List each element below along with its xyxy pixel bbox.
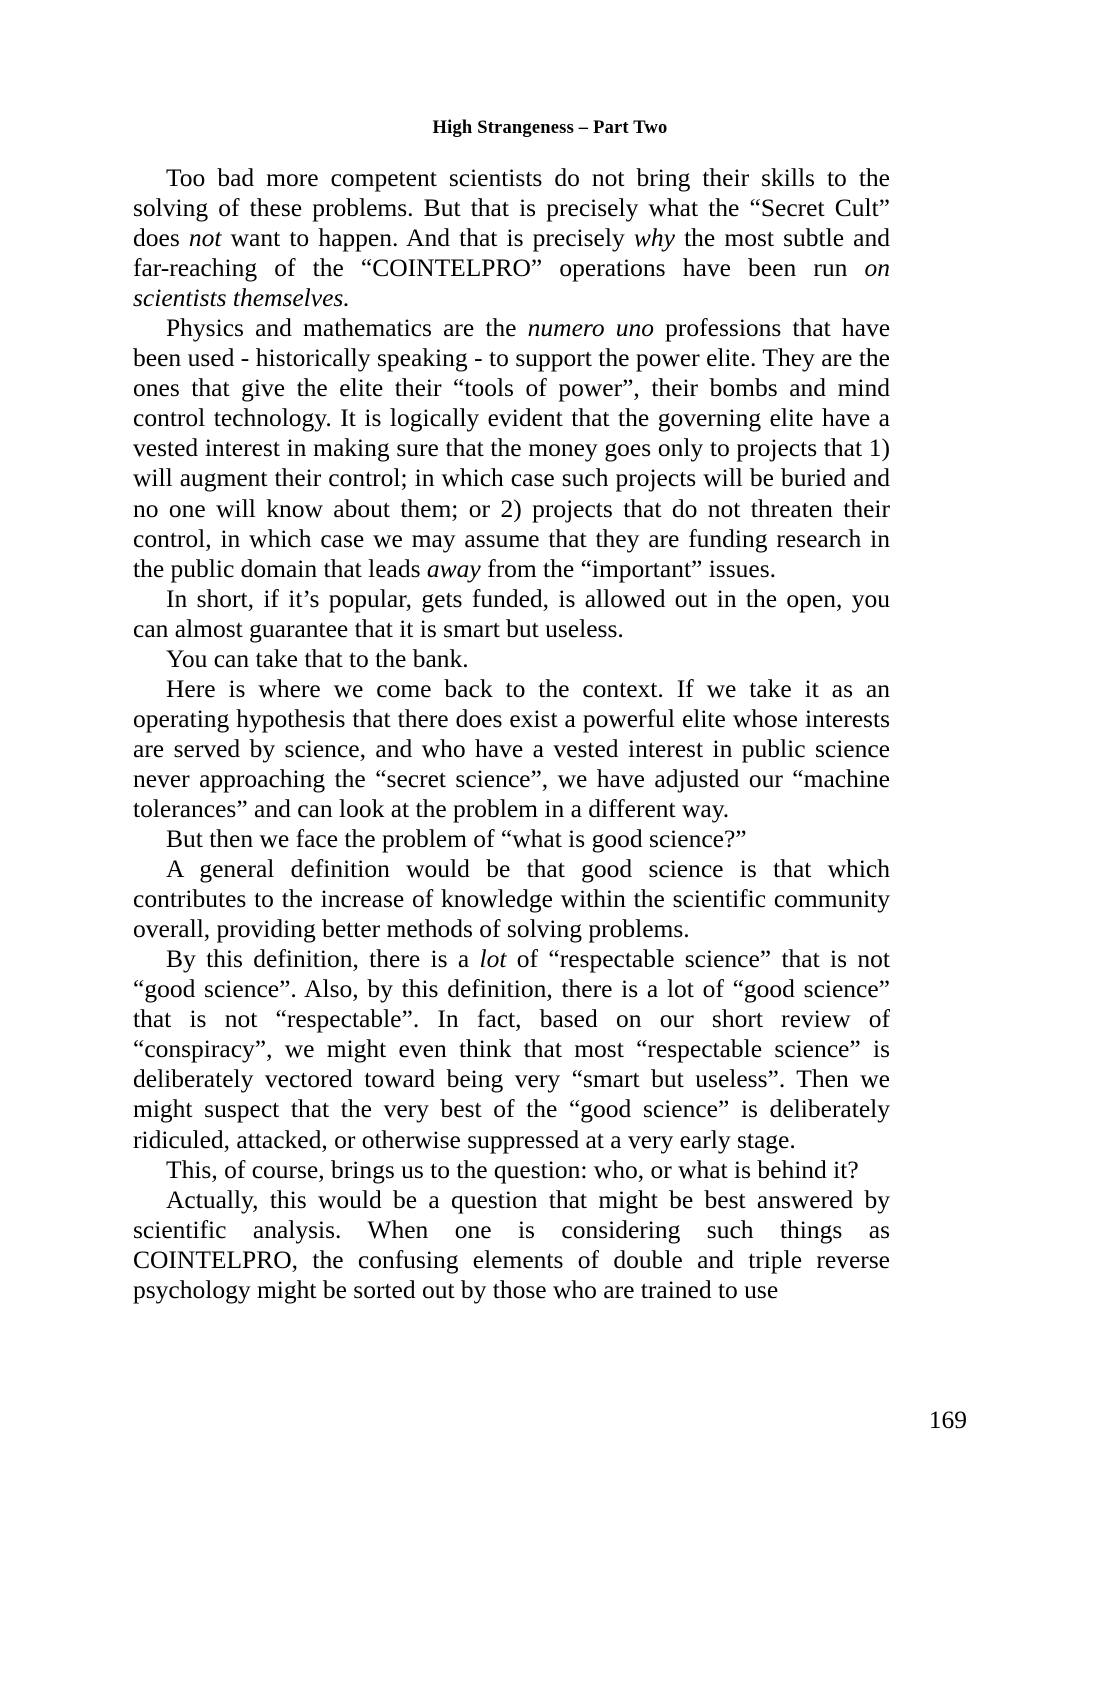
body-text: You can take that to the bank. (166, 643, 469, 673)
body-text: from the “important” issues. (480, 553, 777, 583)
body-text: In short, if it’s popular, gets funded, is allowed out in the open, you can almost guarantee that it is smart but useless. (133, 583, 890, 643)
page-number: 169 (928, 1405, 967, 1434)
running-header: High Strangeness – Part Two (432, 118, 668, 138)
para-too-bad (133, 163, 890, 313)
para-in-short (133, 584, 890, 644)
body-text: the most subtle and far-reaching of the “COINTELPRO” operations have been run (133, 223, 890, 283)
emphasis-text: why (633, 223, 675, 253)
emphasis-text: numero uno (527, 313, 655, 343)
emphasis-text: not (188, 223, 222, 253)
body-text: By this definition, there is a (166, 944, 480, 974)
body-text: Here is where we come back to the context. If we take it as an operating hypothesis that there does exist a powerful elite whose interests are served by science, and who have a vested interest in public science never approaching the “secret science”, we have adjusted our “machine tolerances” and can look at the problem in a different way. (133, 673, 890, 823)
para-general-definition (133, 854, 890, 944)
emphasis-text: away (426, 553, 481, 583)
body-text: A general definition would be that good science is that which contributes to the increase of knowledge within the scientific community overall, providing better methods of solving problems. (133, 854, 890, 944)
body-text: Physics and mathematics are the (166, 313, 528, 343)
para-by-this-definition (133, 944, 890, 1154)
emphasis-text: lot (479, 944, 507, 974)
para-actually (133, 1185, 890, 1305)
para-bank (133, 644, 890, 674)
para-context (133, 674, 890, 824)
body-text: of “respectable science” that is not “good science”. Also, by this definition, there is a lot of “good science” that is not “respectable”. In fact, based on our short review of “conspiracy”, we might even think that most “respectable science” is deliberately vectored toward being very “smart but useless”. Then we might suspect that the very best of the “good science” is deliberately ridiculed, attacked, or otherwise suppressed at a very early stage. (133, 944, 890, 1154)
emphasis-text: on scientists themselves. (133, 253, 890, 313)
para-this-of-course (133, 1155, 890, 1185)
body-text: Too bad more competent scientists do not bring their skills to the solving of these problems. But that is precisely what the “Secret Cult” does (133, 163, 890, 253)
body-text: professions that have been used - historically speaking - to support the power elite. They are the ones that give the elite their “tools of power”, their bombs and mind control technology. It is logically evident that the governing elite have a vested interest in making sure that the money goes only to projects that 1) will augment their control; in which case such projects will be buried and no one will know about them; or 2) projects that do not threaten their control, in which case we may assume that they are funding research in the public domain that leads (133, 313, 891, 583)
para-good-science-question (133, 824, 890, 854)
body-text: This, of course, brings us to the question: who, or what is behind it? (166, 1154, 859, 1184)
body-text: want to happen. And that is precisely (221, 223, 634, 253)
body-text: Actually, this would be a question that might be best answered by scientific analysis. When one is considering such things as COINTELPRO, the confusing elements of double and triple reverse psychology might be sorted out by those who are trained to use (133, 1184, 890, 1304)
para-physics (133, 313, 890, 583)
body-text-column (133, 163, 890, 1305)
body-text: But then we face the problem of “what is good science?” (166, 824, 747, 854)
